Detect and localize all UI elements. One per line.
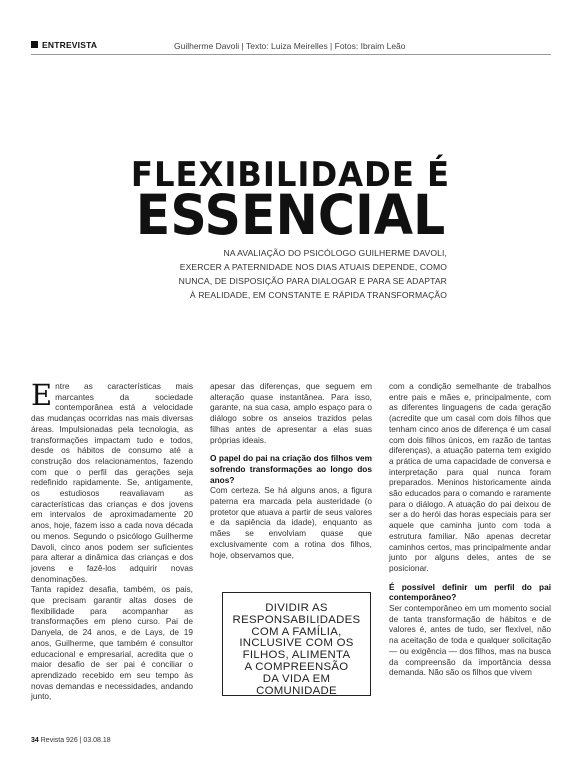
headline-line-1: FLEXIBILIDADE É	[130, 155, 451, 195]
deck-line: NA AVALIAÇÃO DO PSICÓLOGO GUILHERME DAVOLI,	[223, 248, 447, 258]
pull-quote-line: DA VIDA EM	[262, 672, 331, 685]
credits-line: Guilherme Davoli | Texto: Luiza Meirelles | Fotos: Ibraim Leão	[174, 41, 406, 51]
section-tag	[31, 40, 97, 50]
article-column-2	[210, 381, 372, 560]
deck-line: EXERCER A PATERNIDADE NOS DIAS ATUAIS DEPENDE, COMO	[179, 262, 447, 272]
page-header	[31, 40, 551, 56]
square-bullet-icon	[31, 41, 38, 48]
interview-question: É possível definir um perfil do pai contemporâneo?	[389, 581, 551, 603]
paragraph-text: ntre as características mais marcantes da sociedade contemporânea está a velocidade das mudanças ocorridas nas mais diversas áreas. Impulsionadas pela tecnologia, as transformações impactam tudo e todos, desde os hábitos de consumo até a construção dos relacionamentos, fazendo com que o perfil das gerações seja redefinido rapidamente. Se, antigamente, os estudiosos reavaliavam as características das crianças e dos jovens em intervalos de aproximadamente 20 anos, hoje, fazem isso a cada nova década ou menos. Segundo o psicólogo Guilherme Davoli, cinco anos podem ser suficientes para alterar a dinâmica das crianças e dos jovens e fazê-los adquirir novas denominações.	[31, 381, 193, 584]
deck-line: À REALIDADE, EM CONSTANTE E RÁPIDA TRANSFORMAÇÃO	[189, 290, 447, 300]
page-footer	[31, 737, 111, 744]
pull-quote-line: A COMPREENSÃO	[244, 660, 349, 673]
pull-quote-line: INCLUSIVE COM OS	[239, 637, 354, 650]
body-paragraph	[31, 378, 193, 584]
publication-info: Revista 926 | 03.08.18	[40, 737, 111, 744]
pull-quote-line: DIVIDIR AS	[265, 602, 328, 614]
article-column-1	[31, 378, 193, 702]
pull-quote-line: COM A FAMÍLIA,	[251, 625, 342, 638]
pull-quote-line: COMUNIDADE	[256, 684, 337, 697]
body-paragraph: Tanta rapidez desafia, também, os pais, que precisam garantir altas doses de flexibilidade para acompanhar as transformações em pleno curso. Pai de Danyela, de 24 anos, e de Lays, de 19 anos, Guilherme, que também é consultor educacional e empresarial, acredita que o maior desafio de ser pai é conciliar o aprendizado recebido em seu tempo às novas demandas e necessidades, andando junto,	[31, 584, 193, 702]
deck-text	[155, 246, 447, 302]
pull-quote-line: FILHOS, ALIMENTA	[242, 649, 351, 662]
pull-quote-line: RESPONSABILIDADES	[232, 613, 361, 626]
article-column-3	[389, 381, 551, 678]
interview-question: O papel do pai na criação dos filhos vem sofrendo transformações ao longo dos anos?	[210, 453, 372, 485]
body-paragraph: Com certeza. Se há alguns anos, a figura paterna era marcada pela austeridade (o protetor que atuava a partir de seus valores e da sapiência da idade), enquanto as mães se envolviam quase que exclusivamente com a rotina dos filhos, hoje, observamos que,	[210, 485, 372, 560]
body-paragraph: com a condição semelhante de trabalhos entre pais e mães e, principalmente, com as diferentes linguagens de cada geração (acredite que um casal com dois filhos que tenham cinco anos de diferença é um casal com dois filhos únicos, em razão de tantas diferenças), a atuação paterna tem exigido a prática de uma capacidade de conversa e interpretação para qual nunca foram preparados. Meninos historicamente ainda são educados para o comando e raramente para o diálogo. A atuação do pai deixou de ser a do herói das horas especiais para ser aquele que caminha junto com toda a estrutura familiar. Não apenas decretar caminhos certos, mas principalmente andar junto por alguns deles, antes de se posicionar.	[389, 381, 551, 573]
deck-line: NUNCA, DE DISPOSIÇÃO PARA DIALOGAR E PARA SE ADAPTAR	[178, 276, 447, 286]
section-label: ENTREVISTA	[42, 40, 98, 50]
drop-cap: E	[31, 378, 53, 412]
body-paragraph: Ser contemporâneo em um momento social de tanta transformação de hábitos e de valores é, antes de tudo, ser flexível, não na aceitação de toda e qualquer solicitação — ou exigência — dos filhos, mas na busca da compreensão da importância dessa demanda. Não são os filhos que vivem	[389, 603, 551, 678]
pull-quote-box	[222, 592, 371, 696]
body-paragraph: apesar das diferenças, que seguem em alteração quase instantânea. Para isso, garante, na sua casa, amplo espaço para o diálogo sobre os anseios trazidos pelas filhas antes de apresentar a elas suas próprias ideais.	[210, 381, 372, 445]
headline-line-2: ESSENCIAL	[135, 183, 446, 247]
header-divider	[31, 54, 551, 55]
page-number: 34	[31, 737, 39, 744]
